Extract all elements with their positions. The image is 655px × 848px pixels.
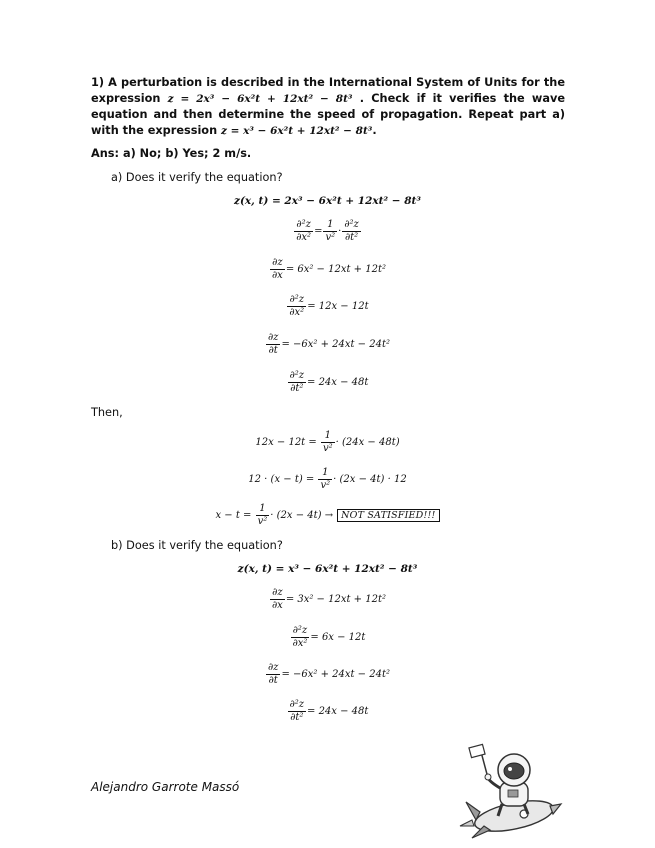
wave-eq-equals: = <box>314 226 323 237</box>
part-a-d2zdx2-frac <box>287 294 306 319</box>
astronaut-on-rocket-icon <box>458 742 563 842</box>
problem-expression-1: z = 2x³ − 6x²t + 12xt² − 8t³ <box>167 92 353 105</box>
part-b-dzdt <box>0 662 655 687</box>
wave-eq-dot: · <box>338 226 342 237</box>
part-a-d2zdt2-den: ∂t² <box>290 383 304 394</box>
part-a-d2zdt2 <box>0 370 655 395</box>
problem-text-3: . <box>372 123 377 137</box>
part-a-heading: a) Does it verify the equation? <box>111 171 283 184</box>
part-b-dzdt-den: ∂t <box>268 675 278 686</box>
part-b-dzdt-num: ∂z <box>267 662 279 673</box>
part-a-dzdx <box>0 257 655 282</box>
part-b-dzdx-den: ∂x <box>272 600 283 611</box>
step-3-rhs: · (2x − 4t) → <box>270 510 334 521</box>
not-satisfied-box: NOT SATISFIED!!! <box>337 509 439 522</box>
problem-statement <box>91 75 565 139</box>
part-b-d2zdt2-frac <box>288 699 306 724</box>
step-2-lhs: 12 · (x − t) = <box>248 474 315 485</box>
part-a-d2zdx2-den: ∂x² <box>289 307 305 318</box>
step-3-num: 1 <box>256 503 270 516</box>
step-3-frac <box>256 503 270 528</box>
step-1 <box>0 430 655 455</box>
wave-eq-lhs-num: ∂²z <box>294 219 313 232</box>
author-signature: Alejandro Garrote Massó <box>91 780 240 794</box>
part-b-heading: b) Does it verify the equation? <box>111 539 283 552</box>
part-b-dzdx <box>0 587 655 612</box>
part-a-dzdx-rhs: = 6x² − 12xt + 12t² <box>285 264 386 275</box>
part-b-d2zdt2 <box>0 699 655 724</box>
wave-eq-rhs-den: ∂t² <box>344 232 359 243</box>
problem-text-1: 1) A perturbation is described in the International System of Units for the expression <box>91 76 565 105</box>
part-b-function: z(x, t) = x³ − 6x²t + 12xt² − 8t³ <box>237 563 418 575</box>
part-a-dzdt-den: ∂t <box>268 345 278 356</box>
step-2-frac <box>318 467 332 492</box>
step-3-den: v² <box>257 516 268 527</box>
part-b-d2zdx2-num: ∂²z <box>291 625 310 638</box>
wave-eq-coef-den: v² <box>325 232 336 243</box>
step-2 <box>0 467 655 492</box>
step-2-num: 1 <box>318 467 332 480</box>
part-b-d2zdt2-rhs: = 24x − 48t <box>307 706 369 717</box>
part-b-d2zdx2-den: ∂x² <box>292 638 308 649</box>
answer-line: Ans: a) No; b) Yes; 2 m/s. <box>91 147 252 160</box>
step-2-rhs: · (2x − 4t) · 12 <box>333 474 407 485</box>
wave-eq-lhs <box>294 219 313 244</box>
step-1-rhs: · (24x − 48t) <box>335 437 400 448</box>
step-1-lhs: 12x − 12t = <box>255 437 317 448</box>
part-b-d2zdt2-den: ∂t² <box>290 712 304 723</box>
part-a-d2zdt2-num: ∂²z <box>289 370 305 381</box>
step-3 <box>0 503 655 528</box>
part-b-dzdt-frac <box>266 662 280 687</box>
step-2-den: v² <box>320 480 331 491</box>
part-b-d2zdx2-frac <box>291 625 310 650</box>
part-b-dzdx-num: ∂z <box>270 587 285 600</box>
part-a-dzdt <box>0 332 655 357</box>
part-b-d2zdx2-rhs: = 6x − 12t <box>310 632 366 643</box>
part-a-function: z(x, t) = 2x³ − 6x²t + 12xt² − 8t³ <box>233 195 421 207</box>
part-a-d2zdt2-frac <box>288 370 306 395</box>
wave-eq-rhs-num: ∂²z <box>344 219 359 230</box>
part-b-dzdx-frac <box>270 587 285 612</box>
part-b-dzdt-rhs: = −6x² + 24xt − 24t² <box>281 669 390 680</box>
part-a-dzdx-frac <box>270 257 285 282</box>
step-3-lhs: x − t = <box>215 510 252 521</box>
then-label: Then, <box>91 406 123 419</box>
part-a-d2zdx2-num: ∂²z <box>287 294 306 307</box>
wave-eq-rhs <box>342 219 360 244</box>
part-b-d2zdt2-num: ∂²z <box>289 699 305 710</box>
wave-eq-coef <box>323 219 337 244</box>
wave-eq-coef-num: 1 <box>323 219 337 232</box>
part-b-d2zdx2 <box>0 625 655 650</box>
wave-eq-lhs-den: ∂x² <box>296 232 312 243</box>
step-1-num: 1 <box>321 430 335 443</box>
part-a-d2zdx2-rhs: = 12x − 12t <box>307 301 369 312</box>
wave-equation <box>0 219 655 244</box>
part-a-dzdt-frac <box>266 332 280 357</box>
step-1-frac <box>321 430 335 455</box>
problem-text-2: . Check if it verifies the wave equation and then determine the speed of propagation. Repeat part a) with the expression <box>91 91 565 137</box>
part-a-dzdx-num: ∂z <box>270 257 285 270</box>
part-a-d2zdx2 <box>0 294 655 319</box>
part-b-dzdx-rhs: = 3x² − 12xt + 12t² <box>285 594 386 605</box>
part-a-dzdx-den: ∂x <box>272 270 283 281</box>
part-a-dzdt-rhs: = −6x² + 24xt − 24t² <box>281 339 390 350</box>
step-1-den: v² <box>322 443 333 454</box>
problem-expression-2: z = x³ − 6x²t + 12xt² − 8t³ <box>221 124 373 137</box>
part-a-d2zdt2-rhs: = 24x − 48t <box>307 377 369 388</box>
part-a-dzdt-num: ∂z <box>267 332 279 343</box>
